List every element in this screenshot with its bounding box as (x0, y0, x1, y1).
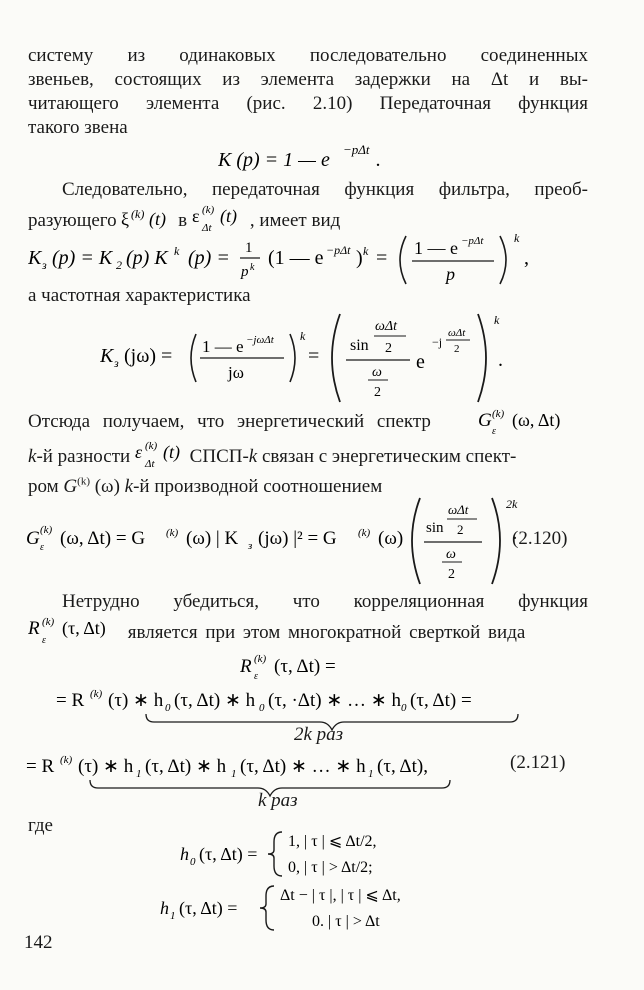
eq-corr-3-b-sub: 1 (136, 768, 142, 780)
eq-freq-sin: sin (350, 337, 369, 354)
eq-corr-3-d-sub: 1 (368, 768, 374, 780)
equation-filter-svg (28, 228, 618, 290)
eq-freq-exp-j: −j (432, 335, 443, 349)
where-label: где (28, 815, 53, 836)
eq-spec-2k: 2k (506, 497, 518, 511)
p2-text-c: , имеет вид (249, 210, 341, 231)
eq-corr-3-c: (τ, Δt) ∗ h (145, 756, 227, 777)
eq-filter-lhs-sub: з (42, 258, 47, 272)
h1-sub: 1 (170, 910, 176, 922)
eq-filter-part5-sup: k (363, 244, 369, 258)
h1-h: h (160, 898, 169, 918)
equation-spectrum-dot: · (488, 528, 519, 549)
equation-frequency-svg (100, 306, 520, 406)
eps2-arg: (t) (162, 442, 180, 462)
eps-k-dt-symbol-2 (135, 440, 185, 470)
eps-sub: Δt (201, 222, 212, 234)
eq-corr-2-d: (τ, ·Δt) ∗ … ∗ h (268, 690, 401, 711)
eq-corr-2-c-sub: 0 (259, 702, 265, 714)
eq-corr-1-sup: (k) (254, 653, 267, 665)
h0-case1: 1, | τ | ⩽ Δt/2, (288, 833, 377, 850)
eq-corr-3-a: = R (26, 756, 55, 777)
eq-corr-2-d-sub: 0 (401, 702, 407, 714)
paragraph-2-line-1: Следовательно, передаточная функция фильтра, преоб- (62, 179, 588, 200)
eq-freq-eq: = (308, 345, 320, 367)
eq-spec-w3: ω (446, 547, 456, 562)
paragraph-1-line-4: такого звена (28, 117, 128, 138)
p4-text-b: является при этом многократной сверткой вида (120, 622, 526, 643)
eq-filter-frac-den: p (241, 264, 249, 280)
paragraph-1-line-1: систему из одинаковых последовательно соединенных (28, 45, 588, 66)
paragraph-1-line-3: читающего элемента (рис. 2.10) Передаточная функция (28, 93, 588, 114)
xi-glyph: ξ (121, 209, 130, 229)
eq-spec-g-sub: ε (40, 542, 44, 553)
eq-filter-big-den: p (446, 264, 455, 284)
r-sub: ε (42, 635, 46, 646)
eq-corr-3-d: (τ, Δt) ∗ … ∗ h (240, 756, 366, 777)
h1-brace (260, 886, 274, 930)
eq-freq-lparen2 (332, 314, 340, 402)
equation-spectrum (26, 492, 496, 594)
r-sup: (k) (42, 616, 55, 628)
eq-corr-1-rest: (τ, Δt) = (274, 656, 336, 677)
eq-spec-sin-num: ωΔt (448, 502, 469, 517)
h0-svg (180, 826, 480, 882)
g-sup: (k) (492, 408, 505, 420)
eq-spec-g-sup: (k) (40, 524, 53, 536)
eq-spec-sin: sin (426, 520, 444, 536)
eq-corr-1-sub: ε (254, 671, 258, 682)
eq-filter-part1: (p) = K (52, 247, 113, 269)
xi-k-t-symbol (121, 208, 173, 230)
eq-freq-lhs-sub: з (114, 356, 119, 370)
h1-definition (160, 880, 490, 942)
equation-corr-line-1 (240, 648, 380, 688)
eps2-sup: (k) (144, 440, 158, 452)
p3-text-d: ром $G^{(k)}$ (ω) k-й производной соотношением (28, 476, 383, 498)
eq-spec-lparen (412, 498, 420, 584)
eq-filter-frac-num: 1 (245, 240, 253, 256)
eps-glyph: ε (191, 206, 200, 226)
eq-freq-arg: (jω) = (124, 345, 173, 367)
eq-freq-num1: 1 — e (202, 337, 244, 356)
eq-corr-1-r: R (240, 656, 252, 677)
g-args: (ω, Δt) (512, 410, 561, 430)
eq-spec-sin-den: 2 (457, 522, 464, 537)
eq-filter-part2: (p) K (126, 247, 168, 269)
p3-text-a: Отсюда получаем, что энергетический спектр (28, 411, 431, 432)
eq-filter-comma: , (524, 247, 529, 269)
eq-corr-2-c: (τ, Δt) ∗ h (174, 690, 256, 711)
xi-arg: (t) (149, 209, 167, 229)
r-glyph: R (28, 618, 40, 639)
equation-link-transfer (218, 142, 408, 182)
eq-filter-part4: (1 — e (268, 247, 324, 269)
freq-intro-line: а частотная характеристика (28, 285, 251, 306)
eq-freq-w-den: 2 (374, 385, 381, 400)
h0-definition (180, 826, 480, 888)
eps2-sub: Δt (144, 458, 155, 470)
eq-link-exp: −pΔt (343, 142, 370, 157)
eq-filter-frac-den-sup: k (250, 262, 255, 273)
eq-corr-2-e: (τ, Δt) = (410, 690, 472, 711)
h0-args: (τ, Δt) = (199, 844, 258, 864)
eq-freq-sin-den: 2 (385, 341, 392, 356)
eq-freq-sup2: k (494, 313, 500, 327)
eq-link-period: . (376, 149, 381, 171)
eq-freq-period: . (498, 349, 503, 371)
equation-spectrum-svg (26, 492, 496, 588)
paragraph-4-line-1: Нетрудно убедиться, что корреляционная функция (62, 591, 588, 612)
p2-text-a: разующего (28, 210, 122, 231)
eq-filter-big-sup: k (514, 231, 520, 245)
eq-spec-g3-sup: (k) (358, 527, 371, 539)
r-args: (τ, Δt) (62, 618, 106, 638)
equation-number-2120: (2.120) (512, 528, 568, 549)
h1-svg (160, 880, 490, 936)
eq-filter-part2-sup: k (174, 244, 180, 258)
eps-arg: (t) (219, 206, 237, 226)
eq-filter-part5: ) (356, 247, 363, 269)
eq-spec-jw: (jω) |² = G (258, 528, 337, 549)
g-glyph: G (478, 410, 492, 431)
equation-number-2121: (2.121) (510, 752, 566, 773)
eq-spec-args: (ω, Δt) = G (60, 528, 146, 549)
paragraph-1-line-2: звеньев, состоящих из элемента задержки на Δt и вы- (28, 69, 588, 90)
eq-link-text: K (p) = 1 — e (218, 149, 330, 171)
page-number: 142 (24, 932, 53, 953)
eq-freq-rparen2 (478, 314, 486, 402)
eq-corr-3-b: (τ) ∗ h (78, 756, 134, 777)
eq-corr-1-svg (240, 648, 380, 682)
eq-freq-sup1: k (300, 329, 306, 343)
eq-filter-rparen (500, 236, 506, 284)
p2-text-b: в (178, 210, 192, 231)
eq-filter-big-num-sup: −pΔt (461, 235, 484, 247)
eq-freq-exp-num: ωΔt (448, 327, 466, 339)
eq-spec-w: (ω) | K (186, 528, 239, 549)
h0-brace (268, 832, 282, 876)
eq-freq-sin-num: ωΔt (375, 319, 397, 334)
eq-spec-w-den: 2 (448, 567, 455, 582)
eq-filter-lparen (400, 236, 406, 284)
eq-freq-num1-sup: −jωΔt (246, 334, 274, 346)
eq-filter-part4-sup: −pΔt (326, 243, 351, 257)
eq-filter-big-num: 1 — e (414, 238, 458, 258)
eq-spec-k-sub: з (248, 540, 253, 552)
eq-filter-part3: (p) = (188, 247, 230, 269)
p3-text-c: СПСП-k связан с энергетическим спект- (184, 446, 517, 467)
p3-text-b: k-й разности (28, 446, 135, 467)
eq-corr-2-a: = R (56, 690, 85, 711)
eps-sup: (k) (201, 204, 215, 216)
G-eps-k-symbol (478, 408, 588, 436)
h0-sub: 0 (190, 856, 196, 868)
eq-freq-lparen1 (191, 334, 196, 382)
equation-frequency (100, 306, 520, 412)
paragraph-3-line-2 (28, 440, 588, 470)
eq-corr-3-c-sub: 1 (231, 768, 237, 780)
h1-case1: Δt − | τ |, | τ | ⩽ Δt, (280, 887, 401, 904)
h1-case2: 0. | τ | > Δt (312, 913, 380, 930)
eq-freq-exp-den: 2 (454, 343, 460, 355)
eq-freq-w: ω (372, 365, 382, 380)
R-eps-k-symbol (28, 616, 120, 646)
xi-sup: (k) (131, 208, 145, 221)
h0-h: h (180, 844, 189, 864)
eq-filter-eq: = (376, 247, 388, 269)
eq-corr-2-a-sup: (k) (90, 688, 103, 700)
eq-filter-lhs: K (28, 247, 42, 269)
eq-corr-2-b: (τ) ∗ h (108, 690, 164, 711)
eq-freq-e: e (416, 351, 425, 373)
eq-filter-part1-sub: 2 (116, 258, 122, 272)
eq-corr-3-e: (τ, Δt), (377, 756, 428, 777)
h1-args: (τ, Δt) = (179, 898, 238, 918)
equation-link-svg (218, 142, 408, 176)
eq-freq-lhs: K (100, 345, 114, 367)
eq-freq-rparen1 (290, 334, 295, 382)
eq-spec-g2-sup: (k) (166, 527, 179, 539)
eq-freq-den1: jω (228, 363, 244, 382)
eps2-glyph: ε (134, 442, 143, 462)
eq-corr-3-a-sup: (k) (60, 754, 73, 766)
h0-case2: 0, | τ | > Δt/2; (288, 859, 373, 876)
eq-corr-2-b-sub: 0 (165, 702, 171, 714)
eq-spec-g: G (26, 528, 40, 549)
eq-spec-w2: (ω) (378, 528, 404, 549)
paragraph-3-line-1 (28, 410, 588, 434)
g-sub: ε (492, 426, 496, 436)
paragraph-4-line-2 (28, 616, 588, 646)
brace-2k-label: 2k раз (294, 724, 344, 745)
brace-k-label: k раз (258, 790, 298, 811)
